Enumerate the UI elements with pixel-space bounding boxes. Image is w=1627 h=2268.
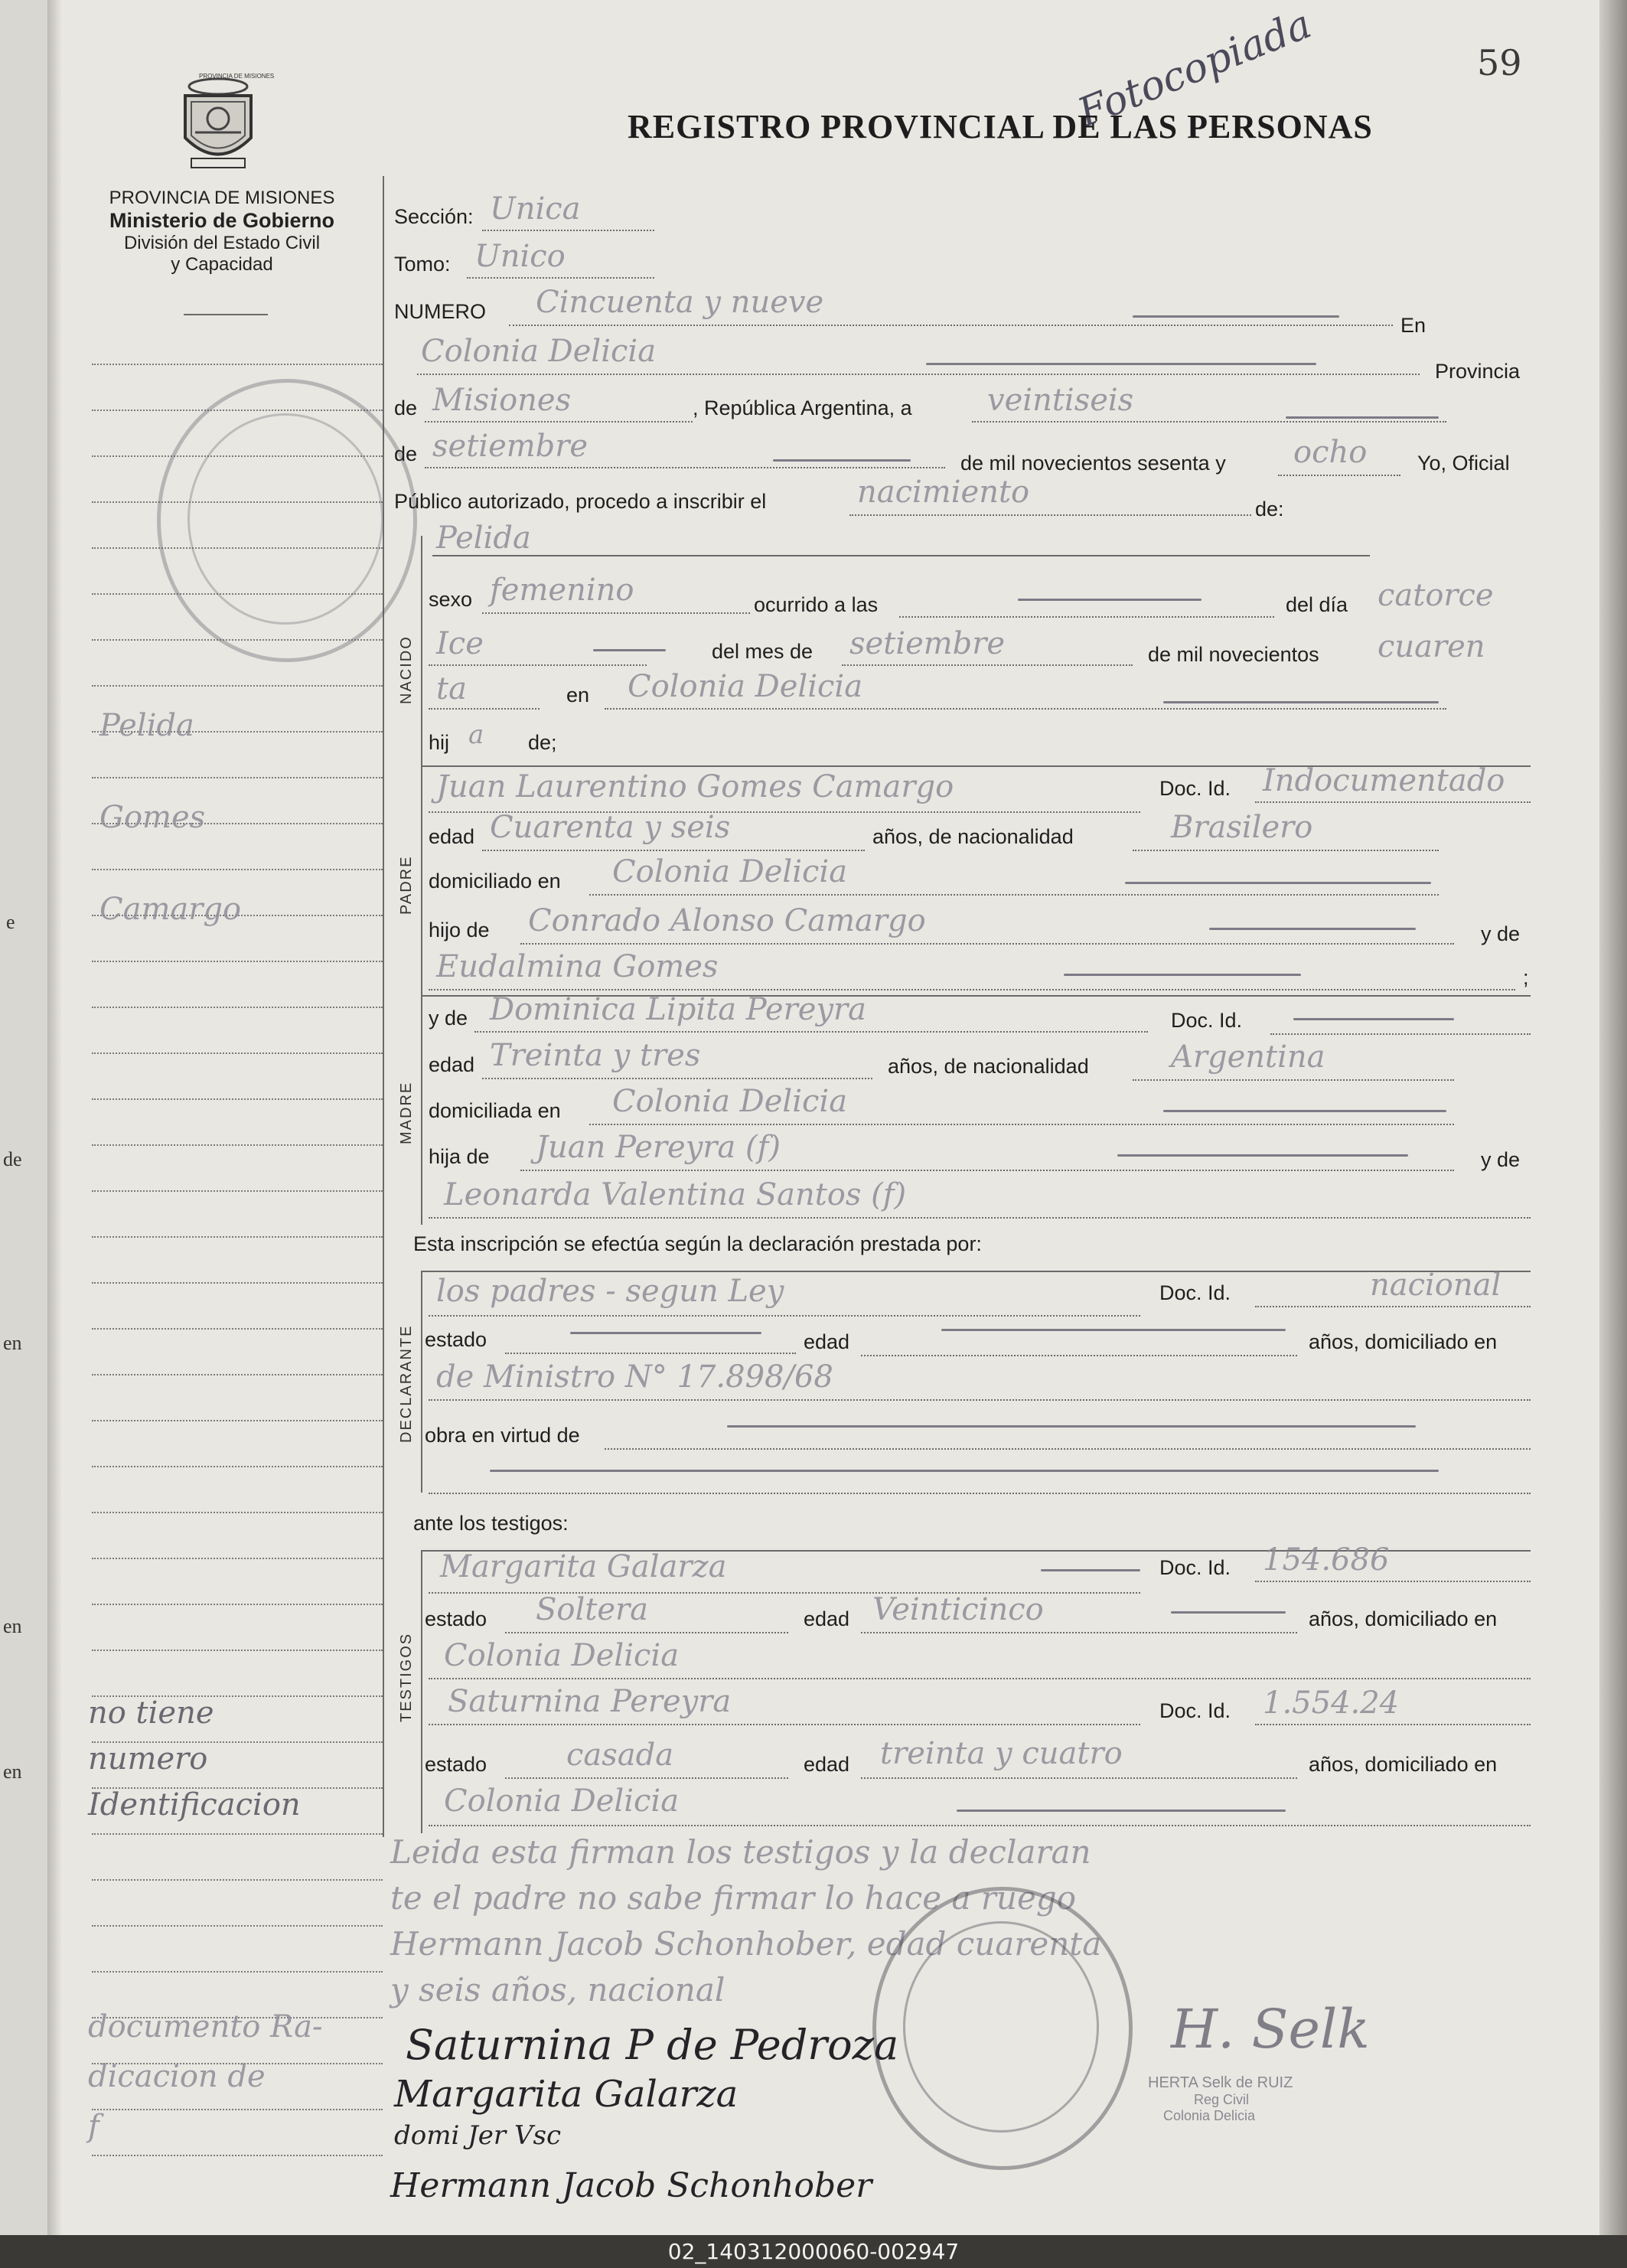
label-hija-de: hija de xyxy=(429,1145,490,1168)
official-stamp xyxy=(157,379,417,662)
section-label-declarante: DECLARANTE xyxy=(398,1324,415,1443)
label-ante: ante los testigos: xyxy=(413,1512,569,1535)
strip-fragment: e xyxy=(6,911,15,933)
label-edad: edad xyxy=(804,1330,850,1353)
section-label-madre: MADRE xyxy=(398,1081,415,1144)
label-semicolon: ; xyxy=(1523,966,1529,989)
book-spine xyxy=(47,0,61,2235)
value-dia-nac: catorce xyxy=(1378,578,1494,613)
strip-fragment: en xyxy=(3,1332,22,1354)
previous-page-strip xyxy=(0,0,50,2235)
margin-note: Pelida xyxy=(99,708,194,743)
label-republica: , República Argentina, a xyxy=(693,396,912,419)
value-declarante-doc: nacional xyxy=(1370,1268,1501,1303)
official-stamp xyxy=(872,1887,1133,2170)
value-testigo1-doc: 154.686 xyxy=(1263,1542,1390,1578)
note-line: Leida esta firman los testigos y la declaran xyxy=(390,1833,1091,1871)
value-seccion: Unica xyxy=(490,191,581,227)
office-line: Ministerio de Gobierno xyxy=(109,209,335,232)
section-bracket xyxy=(421,536,422,765)
label-estado: estado xyxy=(425,1328,487,1351)
label-de: de xyxy=(394,442,418,465)
label-seccion: Sección: xyxy=(394,205,474,228)
label-en-nac: en xyxy=(566,684,590,707)
value-padre-edad: Cuarenta y seis xyxy=(490,810,731,845)
value-testigo1-dom: Colonia Delicia xyxy=(444,1638,680,1673)
officer-stamp xyxy=(1148,2074,1378,2136)
value-abuelo-m: Juan Pereyra (f) xyxy=(536,1130,781,1165)
seal-text: PROVINCIA DE MISIONES xyxy=(199,73,275,80)
label-anos-dom: años, domiciliado en xyxy=(1309,1753,1498,1776)
value-decreto: de Ministro N° 17.898/68 xyxy=(436,1359,833,1395)
margin-note: Gomes xyxy=(99,800,206,835)
label-y-de: y de xyxy=(1481,922,1521,945)
office-line: División del Estado Civil xyxy=(123,233,321,253)
label-domiciliada: domiciliada en xyxy=(429,1099,561,1122)
value-declarante: los padres - segun Ley xyxy=(436,1274,784,1309)
value-madre-nac: Argentina xyxy=(1171,1039,1325,1075)
signature-official: H. Selk xyxy=(1171,1998,1370,2061)
coat-of-arms-icon xyxy=(176,73,260,172)
label-doc-id: Doc. Id. xyxy=(1159,777,1231,800)
margin-note: dicacion de xyxy=(88,2059,266,2094)
label-y-de-madre: y de xyxy=(429,1007,468,1030)
margin-note: documento Ra- xyxy=(88,2009,323,2044)
officer-stamp-line: Colonia Delicia xyxy=(1163,2108,1256,2123)
strip-fragment: en xyxy=(3,1615,22,1637)
section-label-padre: PADRE xyxy=(398,855,415,915)
margin-note: Identificacion xyxy=(88,1787,301,1823)
value-dia-nac-cont: Ice xyxy=(436,626,484,661)
label-anos-nac: años, de nacionalidad xyxy=(872,825,1074,848)
value-testigo1-estado: Soltera xyxy=(536,1592,648,1627)
page-edge xyxy=(1599,0,1627,2235)
label-hijo-de: hijo de xyxy=(429,919,490,941)
section-bracket xyxy=(421,1271,422,1493)
value-dia: veintiseis xyxy=(987,383,1134,418)
label-y-de: y de xyxy=(1481,1148,1521,1171)
label-doc-id: Doc. Id. xyxy=(1159,1281,1231,1304)
strip-fragment: en xyxy=(3,1761,22,1783)
signature: Margarita Galarza xyxy=(394,2073,739,2116)
section-label-nacido: NACIDO xyxy=(398,635,415,704)
value-testigo1: Margarita Galarza xyxy=(440,1549,727,1584)
label-de-mil: de mil novecientos sesenta y xyxy=(960,452,1226,475)
value-testigo1-edad: Veinticinco xyxy=(872,1592,1044,1627)
label-del-dia: del día xyxy=(1286,593,1348,616)
value-padre-nombre: Juan Laurentino Gomes Camargo xyxy=(436,769,954,804)
signature: domi Jer Vsc xyxy=(394,2120,562,2151)
margin-note: no tiene xyxy=(88,1695,214,1731)
divider xyxy=(184,314,268,315)
label-provincia: Provincia xyxy=(1435,360,1521,383)
label-de: de xyxy=(394,396,418,419)
officer-stamp-line: HERTA Selk de RUIZ xyxy=(1148,2074,1293,2091)
label-doc-id: Doc. Id. xyxy=(1159,1556,1231,1579)
value-testigo2-doc: 1.554.24 xyxy=(1263,1685,1400,1721)
value-sexo: femenino xyxy=(490,573,634,608)
value-anio-nac: cuaren xyxy=(1378,629,1485,664)
value-lugar: Colonia Delicia xyxy=(421,334,657,369)
label-anos-dom: años, domiciliado en xyxy=(1309,1607,1498,1630)
label-hij-tail: de; xyxy=(528,731,557,754)
label-yo-oficial: Yo, Oficial xyxy=(1417,452,1510,475)
label-domiciliado: domiciliado en xyxy=(429,870,561,893)
label-estado: estado xyxy=(425,1753,487,1776)
label-anos-nac: años, de nacionalidad xyxy=(888,1055,1089,1078)
label-ocurrido: ocurrido a las xyxy=(754,593,879,616)
signature: Saturnina P de Pedroza xyxy=(406,2021,899,2069)
label-hij: hij xyxy=(429,731,450,754)
label-estado: estado xyxy=(425,1607,487,1630)
margin-note: numero xyxy=(88,1741,208,1777)
page-title: REGISTRO PROVINCIAL DE LAS PERSONAS xyxy=(628,108,1373,145)
note-line: Hermann Jacob Schonhober, edad cuarenta xyxy=(390,1925,1102,1963)
margin-note: f xyxy=(88,2109,99,2144)
office-header xyxy=(69,188,375,276)
label-obra: obra en virtud de xyxy=(425,1424,580,1447)
value-testigo2-estado: casada xyxy=(566,1738,674,1773)
office-line: PROVINCIA DE MISIONES xyxy=(109,188,335,208)
value-mes-nac: setiembre xyxy=(849,626,1006,661)
value-abuela-m: Leonarda Valentina Santos (f) xyxy=(444,1177,907,1212)
value-numero: Cincuenta y nueve xyxy=(536,285,824,320)
note-line: te el padre no sabe firmar lo hace a ruego xyxy=(390,1879,1077,1917)
value-testigo2-dom: Colonia Delicia xyxy=(444,1783,680,1819)
label-doc-id: Doc. Id. xyxy=(1159,1699,1231,1722)
value-madre-edad: Treinta y tres xyxy=(490,1038,701,1073)
value-testigo2: Saturnina Pereyra xyxy=(448,1684,732,1719)
label-sexo: sexo xyxy=(429,588,473,611)
value-abuelo-p: Conrado Alonso Camargo xyxy=(528,903,926,938)
value-tomo: Unico xyxy=(474,239,566,274)
value-mes: setiembre xyxy=(432,429,589,464)
signature: Hermann Jacob Schonhober xyxy=(390,2166,872,2205)
value-padre-nac: Brasilero xyxy=(1171,810,1313,845)
label-de-mil-nov: de mil novecientos xyxy=(1148,643,1319,666)
value-provincia: Misiones xyxy=(432,383,572,418)
label-edad: edad xyxy=(804,1753,850,1776)
value-anio: ocho xyxy=(1293,435,1368,470)
label-esta-inscripcion: Esta inscripción se efectúa según la declaración prestada por: xyxy=(413,1232,982,1255)
office-line: y Capacidad xyxy=(171,254,273,275)
value-nombre: Pelida xyxy=(436,520,531,556)
label-de-colon: de: xyxy=(1255,498,1284,520)
label-doc-id: Doc. Id. xyxy=(1171,1009,1243,1032)
label-publico: Público autorizado, procedo a inscribir el xyxy=(394,490,767,513)
value-lugar-nac: Colonia Delicia xyxy=(628,669,863,704)
officer-stamp-line: Reg Civil xyxy=(1194,2092,1250,2107)
corner-annotation: Fotocopiada xyxy=(1071,1,1318,137)
section-bracket xyxy=(421,1550,422,1833)
value-hija: a xyxy=(468,720,484,750)
label-edad: edad xyxy=(429,1053,475,1076)
section-label-testigos: TESTIGOS xyxy=(398,1632,415,1722)
section-bracket xyxy=(421,995,422,1225)
note-line: y seis años, nacional xyxy=(390,1971,725,2009)
strip-fragment: de xyxy=(3,1148,22,1170)
value-acto: nacimiento xyxy=(857,475,1030,510)
value-testigo2-edad: treinta y cuatro xyxy=(880,1736,1123,1771)
value-padre-doc: Indocumentado xyxy=(1263,763,1505,798)
section-bracket xyxy=(421,765,422,995)
value-madre-nombre: Dominica Lipita Pereyra xyxy=(490,992,866,1027)
page-number: 59 xyxy=(1477,42,1522,83)
label-anos-dom: años, domiciliado en xyxy=(1309,1330,1498,1353)
image-identifier: 02_140312000060-002947 xyxy=(667,2239,960,2264)
label-del-mes: del mes de xyxy=(712,640,814,663)
label-numero: NUMERO xyxy=(394,300,486,323)
margin-note: Camargo xyxy=(99,892,242,927)
label-edad: edad xyxy=(804,1607,850,1630)
label-edad: edad xyxy=(429,825,475,848)
label-tomo: Tomo: xyxy=(394,253,451,276)
value-padre-dom: Colonia Delicia xyxy=(612,854,848,889)
label-en: En xyxy=(1400,314,1426,337)
value-abuela-p: Eudalmina Gomes xyxy=(436,949,719,984)
value-anio-nac-cont: ta xyxy=(436,671,467,707)
value-madre-dom: Colonia Delicia xyxy=(612,1084,848,1119)
